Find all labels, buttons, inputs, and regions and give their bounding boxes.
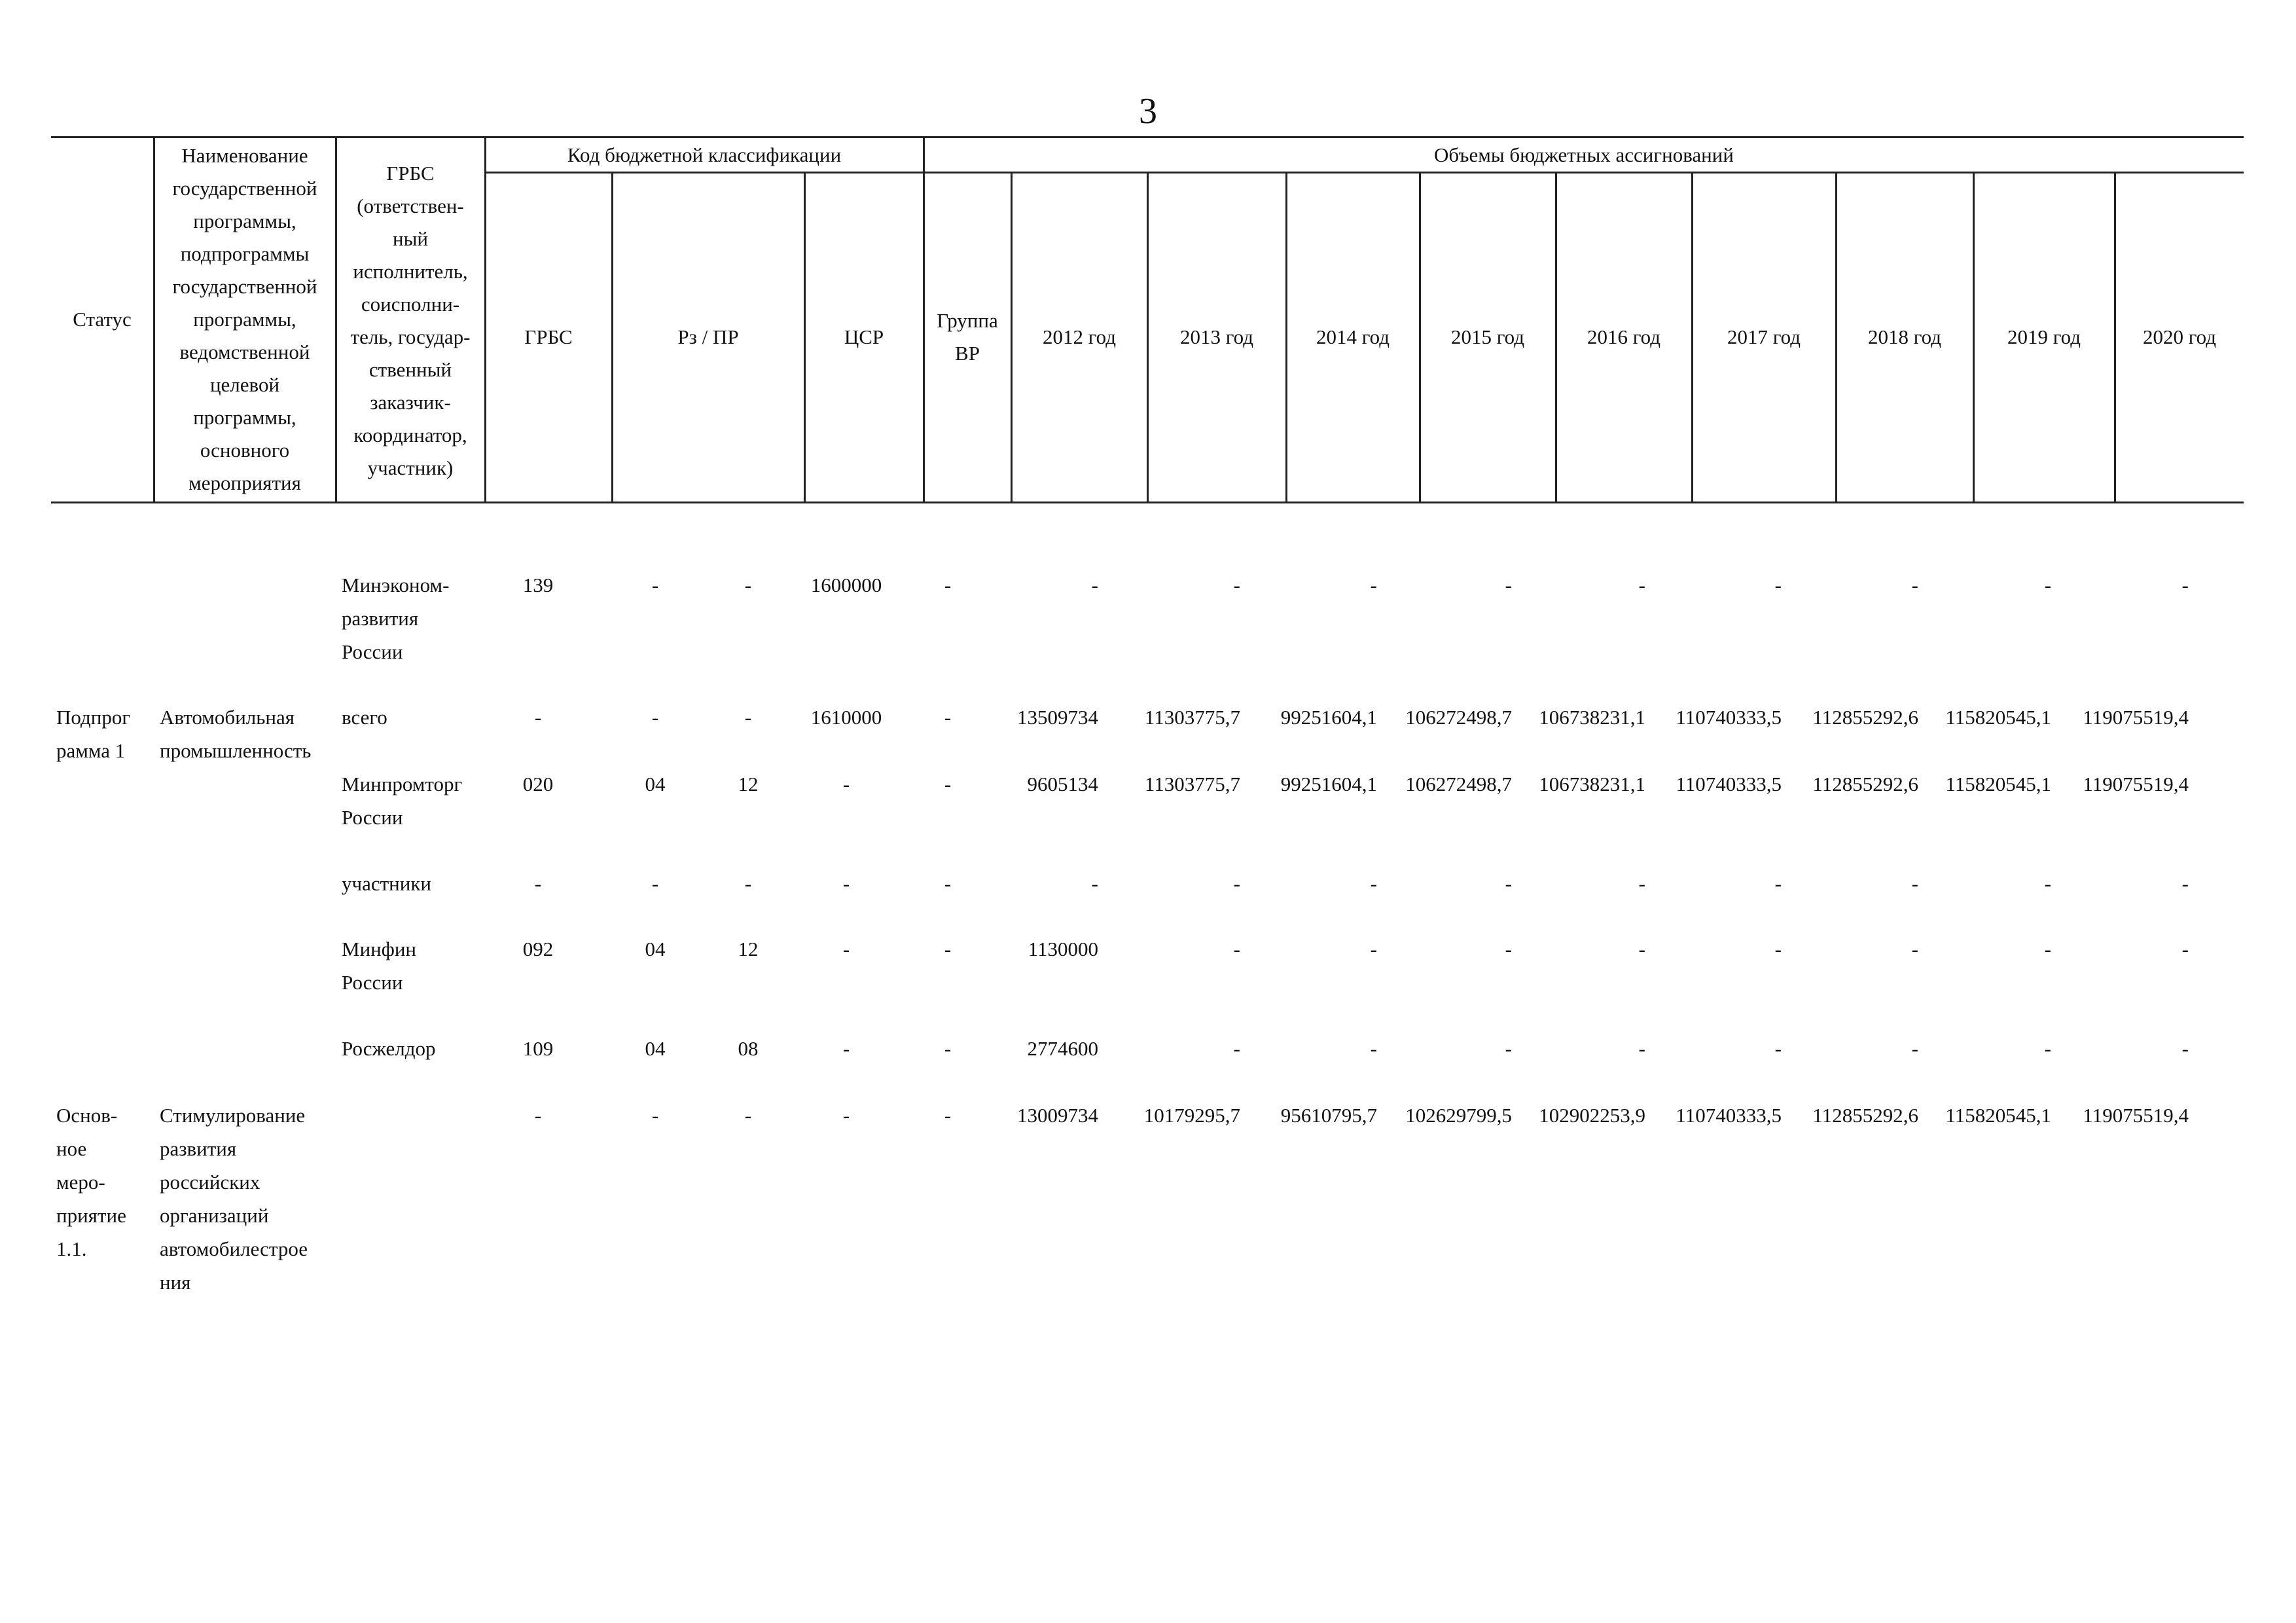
header-grbs-executor-line: соисполни- [361, 293, 460, 316]
row-value: 110740333,5 [1676, 773, 1782, 795]
header-volumes: Объемы бюджетных ассигнований [1434, 143, 1734, 166]
header-col-group-vr-text [937, 304, 998, 370]
row-csr: - [842, 1104, 850, 1127]
header-program-name [154, 137, 335, 501]
header-grbs-executor-line: ГРБС [386, 162, 435, 185]
row-rz: 04 [645, 1037, 666, 1060]
row-pr: 08 [738, 1037, 759, 1060]
row-value: - [1370, 872, 1377, 895]
row-value: - [1911, 938, 1918, 960]
row-status: ное [56, 1137, 87, 1160]
row-value: - [1505, 872, 1512, 895]
header-year: 2019 год [2007, 325, 2081, 348]
header-program-name-line: ведомственной [179, 340, 310, 363]
row-executor: всего [342, 706, 387, 729]
row-pr: - [744, 1104, 752, 1127]
row-grbs: - [534, 872, 542, 895]
row-status: меро- [56, 1171, 105, 1194]
row-value: 95610795,7 [1280, 1104, 1377, 1127]
row-value: - [1505, 1037, 1512, 1060]
row-value: - [2044, 574, 2051, 596]
row-program-name: организаций [160, 1204, 269, 1227]
header-budget-code: Код бюджетной классификации [567, 143, 842, 166]
row-value: 119075519,4 [2083, 706, 2189, 729]
row-executor: участники [342, 872, 431, 895]
page-number: 3 [1139, 91, 1157, 132]
row-pr: - [744, 872, 752, 895]
header-program-name-line: подпрограммы [180, 242, 310, 265]
row-value: - [2181, 1037, 2189, 1060]
row-grbs: 139 [522, 574, 554, 596]
row-vr: - [944, 872, 952, 895]
header-grbs-executor-line: ственный [368, 358, 452, 381]
header-program-name-line: программы, [193, 210, 296, 232]
row-vr: - [944, 938, 952, 960]
row-pr: 12 [738, 773, 759, 795]
row-value: - [1091, 872, 1098, 895]
row-value: - [1091, 574, 1098, 596]
row-status: Подпрог [56, 706, 131, 729]
row-value: - [2181, 574, 2189, 596]
header-col-group-vr [924, 173, 1011, 501]
header-col-csr: ЦСР [844, 325, 884, 348]
header-grbs-executor-line: координатор, [353, 424, 467, 447]
row-value: 106272498,7 [1405, 706, 1512, 729]
row-value: 2774600 [1027, 1037, 1098, 1060]
row-value: 102902253,9 [1539, 1104, 1645, 1127]
row-vr: - [944, 1037, 952, 1060]
row-program-name: Стимулирование [160, 1104, 306, 1127]
row-value: - [1370, 938, 1377, 960]
header-program-name-line: программы, [193, 406, 296, 429]
row-value: - [1774, 938, 1782, 960]
header-program-name-line: государственной [172, 275, 317, 298]
header-year: 2016 год [1587, 325, 1661, 348]
row-status: рамма 1 [56, 739, 126, 762]
row-value: 112855292,6 [1812, 1104, 1918, 1127]
row-pr: 12 [738, 938, 759, 960]
row-value: - [1638, 938, 1645, 960]
row-value: - [1774, 1037, 1782, 1060]
header-top-line [51, 136, 2244, 138]
row-program-name: автомобилестрое [160, 1237, 308, 1260]
row-grbs: 109 [522, 1037, 554, 1060]
row-value: 9605134 [1027, 773, 1098, 795]
row-pr: - [744, 706, 752, 729]
header-group-vr-line: ВР [955, 342, 980, 365]
row-vr: - [944, 574, 952, 596]
row-value: 119075519,4 [2083, 1104, 2189, 1127]
row-value: 106272498,7 [1405, 773, 1512, 795]
header-col-grbs: ГРБС [524, 325, 573, 348]
header-grbs-executor-line: участник) [367, 456, 454, 479]
row-value: 112855292,6 [1812, 773, 1918, 795]
header-program-name-line: основного [200, 439, 290, 462]
row-value: - [2181, 938, 2189, 960]
row-value: - [2044, 872, 2051, 895]
header-grbs-executor-line: исполнитель, [353, 260, 468, 283]
header-grbs-executor-text [351, 157, 471, 484]
header-year: 2012 год [1042, 325, 1117, 348]
row-rz: - [651, 574, 659, 596]
row-value: - [1638, 574, 1645, 596]
row-value: - [1505, 574, 1512, 596]
row-value: - [1370, 1037, 1377, 1060]
row-csr: - [842, 1037, 850, 1060]
row-grbs: 020 [522, 773, 554, 795]
row-csr: - [842, 872, 850, 895]
row-vr: - [944, 706, 952, 729]
header-grbs-executor-line: ный [392, 227, 428, 250]
header-year: 2014 год [1316, 325, 1390, 348]
row-grbs: - [534, 706, 542, 729]
row-executor: Росжелдор [342, 1037, 436, 1060]
row-value: - [2044, 938, 2051, 960]
row-program-name: развития [160, 1137, 237, 1160]
header-bottom-line [51, 501, 2244, 503]
row-rz: - [651, 706, 659, 729]
header-grbs-executor-line: тель, государ- [350, 325, 471, 348]
row-executor: России [342, 971, 403, 994]
row-value: - [2044, 1037, 2051, 1060]
row-rz: 04 [645, 773, 666, 795]
row-value: 99251604,1 [1280, 773, 1377, 795]
row-executor: Минэконом- [342, 574, 450, 596]
row-value: 99251604,1 [1280, 706, 1377, 729]
row-value: 119075519,4 [2083, 773, 2189, 795]
row-value: - [1774, 574, 1782, 596]
row-value: - [1233, 872, 1240, 895]
row-csr: - [842, 773, 850, 795]
header-program-name-line: программы, [193, 308, 296, 331]
header-year: 2015 год [1450, 325, 1525, 348]
row-grbs: 092 [522, 938, 554, 960]
header-year: 2020 год [2142, 325, 2217, 348]
row-value: 115820545,1 [1945, 773, 2051, 795]
header-program-name-line: мероприятия [188, 471, 301, 494]
row-value: 110740333,5 [1676, 706, 1782, 729]
row-value: 110740333,5 [1676, 1104, 1782, 1127]
row-value: 11303775,7 [1144, 773, 1240, 795]
row-executor: России [342, 806, 403, 829]
row-value: 115820545,1 [1945, 1104, 2051, 1127]
row-value: 10179295,7 [1143, 1104, 1240, 1127]
row-vr: - [944, 773, 952, 795]
row-program-name: промышленность [160, 739, 312, 762]
row-value: - [2181, 872, 2189, 895]
row-status: 1.1. [56, 1237, 87, 1260]
header-grbs-executor [336, 151, 484, 491]
row-value: - [1505, 938, 1512, 960]
row-executor: развития [342, 607, 419, 630]
row-value: - [1638, 872, 1645, 895]
header-year: 2017 год [1727, 325, 1801, 348]
header-program-name-line: государственной [172, 177, 317, 200]
row-value: - [1774, 872, 1782, 895]
row-vr: - [944, 1104, 952, 1127]
row-status: приятие [56, 1204, 126, 1227]
row-executor: России [342, 640, 403, 663]
row-value: 115820545,1 [1945, 706, 2051, 729]
row-program-name: ния [160, 1271, 191, 1294]
header-col-rz-pr: Рз / ПР [677, 325, 739, 348]
row-value: 106738231,1 [1539, 706, 1645, 729]
row-value: - [1370, 574, 1377, 596]
row-program-name: российских [160, 1171, 260, 1194]
header-grbs-executor-line: (ответствен- [357, 194, 464, 217]
header-program-name-line: целевой [209, 373, 280, 396]
row-rz: - [651, 1104, 659, 1127]
header-program-name-text [173, 139, 317, 500]
header-grbs-executor-line: заказчик- [370, 391, 451, 414]
header-status: Статус [73, 308, 132, 331]
row-value: - [1911, 872, 1918, 895]
row-value: - [1233, 574, 1240, 596]
header-year: 2013 год [1179, 325, 1254, 348]
row-pr: - [744, 574, 752, 596]
row-value: - [1911, 1037, 1918, 1060]
row-csr: - [842, 938, 850, 960]
row-value: 11303775,7 [1144, 706, 1240, 729]
row-value: 1130000 [1028, 938, 1098, 960]
row-csr: 1610000 [810, 706, 882, 729]
row-status: Основ- [56, 1104, 118, 1127]
row-rz: 04 [645, 938, 666, 960]
row-value: - [1638, 1037, 1645, 1060]
row-grbs: - [534, 1104, 542, 1127]
row-value: 13009734 [1017, 1104, 1098, 1127]
row-executor: Минфин [342, 938, 417, 960]
row-rz: - [651, 872, 659, 895]
row-value: - [1233, 1037, 1240, 1060]
row-value: 112855292,6 [1812, 706, 1918, 729]
header-year: 2018 год [1867, 325, 1942, 348]
row-csr: 1600000 [810, 574, 882, 596]
row-value: 106738231,1 [1539, 773, 1645, 795]
row-value: 102629799,5 [1405, 1104, 1512, 1127]
row-value: - [1233, 938, 1240, 960]
row-program-name: Автомобильная [160, 706, 295, 729]
row-value: 13509734 [1017, 706, 1098, 729]
header-group-vr-line: Группа [937, 309, 998, 332]
row-executor: Минпромторг [342, 773, 463, 795]
row-value: - [1911, 574, 1918, 596]
header-program-name-line: Наименование [181, 144, 308, 167]
